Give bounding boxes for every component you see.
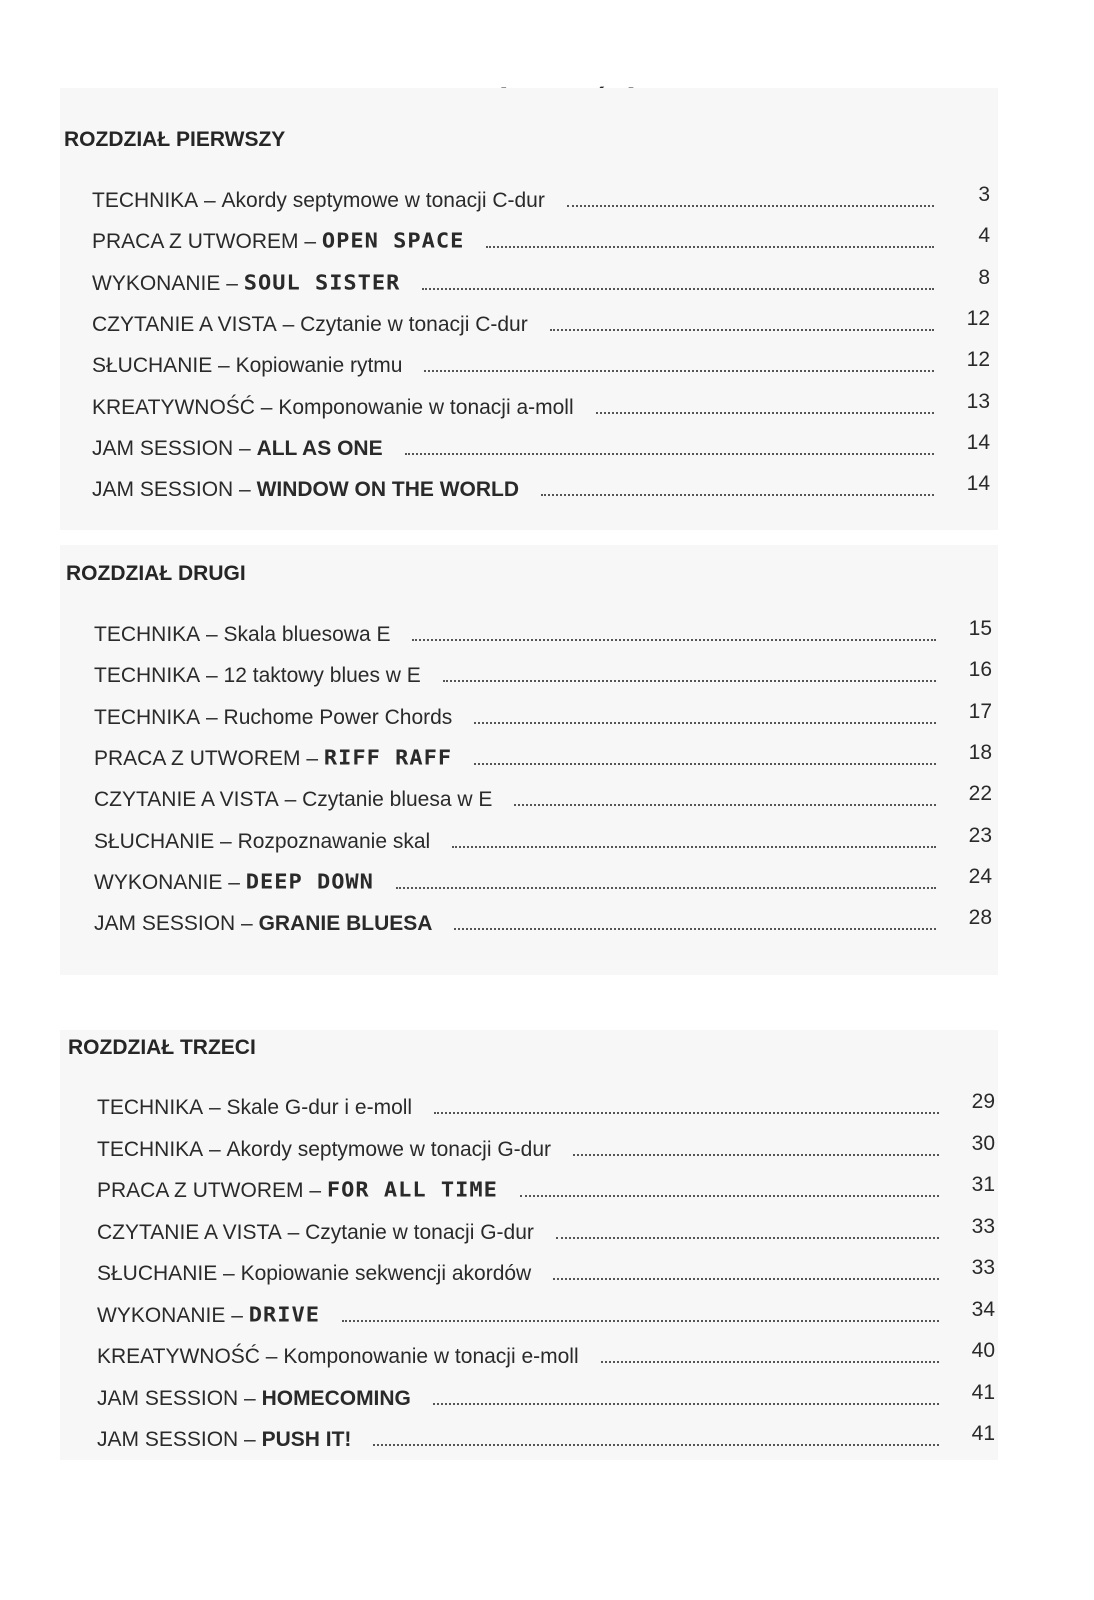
entry-title: GRANIE BLUESA (258, 912, 433, 936)
dot-leader (373, 1444, 939, 1446)
page-number: 30 (971, 1131, 995, 1155)
toc-entry[interactable] (92, 348, 990, 378)
page-number: 18 (968, 740, 992, 764)
page-number: 8 (978, 265, 990, 289)
entry-separator: – (203, 1096, 227, 1119)
dot-leader (433, 1403, 939, 1405)
entry-title: 12 taktowy blues w E (223, 664, 421, 688)
entry-section: WYKONANIE (92, 271, 221, 295)
toc-entry[interactable] (97, 1256, 995, 1286)
dot-leader (541, 494, 934, 496)
dot-leader (550, 329, 934, 331)
dot-leader (567, 205, 934, 207)
entry-title: Akordy septymowe w tonacji G-dur (226, 1137, 552, 1161)
dot-leader (520, 1195, 939, 1197)
entry-title: DEEP DOWN (245, 870, 374, 894)
toc-entry[interactable] (94, 741, 992, 771)
dot-leader (601, 1361, 939, 1363)
entry-section: TECHNIKA (94, 705, 201, 729)
entry-separator: – (276, 312, 301, 336)
entry-separator: – (298, 230, 322, 254)
toc-entry[interactable] (97, 1339, 995, 1369)
page-number: 28 (968, 906, 992, 930)
page-number: 15 (968, 617, 992, 640)
entry-title: Rozpoznawanie skal (237, 829, 431, 853)
entry-separator: – (259, 1345, 284, 1368)
entry-separator: – (238, 1428, 262, 1451)
toc-entry[interactable] (92, 472, 990, 502)
entry-separator: – (200, 705, 224, 729)
entry-section: WYKONANIE (97, 1303, 226, 1327)
page-number: 23 (968, 823, 992, 847)
dot-leader (514, 804, 936, 806)
entry-separator: – (254, 395, 279, 419)
entry-section: JAM SESSION (92, 478, 234, 502)
entry-title: Czytanie w tonacji G-dur (305, 1220, 534, 1244)
toc-entry[interactable] (94, 782, 992, 812)
dot-leader (596, 412, 934, 414)
entry-separator: – (238, 1386, 262, 1410)
entry-section: TECHNIKA (94, 623, 201, 646)
chapter-title: ROZDZIAŁ TRZECI (68, 1036, 256, 1059)
chapter-title: ROZDZIAŁ DRUGI (66, 562, 246, 585)
entry-section: JAM SESSION (97, 1428, 239, 1451)
entry-section: JAM SESSION (92, 436, 234, 460)
entry-separator: – (300, 746, 324, 770)
entry-separator: – (214, 829, 238, 853)
entry-separator: – (212, 354, 236, 378)
entry-section: TECHNIKA (97, 1096, 204, 1119)
entry-separator: – (225, 1303, 249, 1327)
dot-leader (452, 846, 936, 848)
chapter-title: ROZDZIAŁ PIERWSZY (64, 128, 286, 151)
entry-title: Komponowanie w tonacji a-moll (278, 395, 574, 419)
page-number: 4 (978, 224, 990, 248)
entry-title: FOR ALL TIME (326, 1179, 498, 1202)
toc-entry[interactable] (94, 700, 992, 730)
entry-section: CZYTANIE A VISTA (97, 1220, 282, 1244)
entry-section: TECHNIKA (94, 664, 201, 688)
page-number: 12 (966, 348, 990, 372)
page-number: 14 (966, 430, 990, 454)
page-number: 31 (971, 1173, 995, 1196)
entry-separator: – (303, 1179, 327, 1202)
toc-entry[interactable] (97, 1422, 995, 1452)
toc-entry[interactable] (97, 1215, 995, 1245)
toc-entry[interactable] (92, 390, 990, 420)
entry-section: JAM SESSION (94, 912, 236, 936)
entry-section: SŁUCHANIE (97, 1262, 218, 1285)
toc-entry[interactable] (92, 266, 990, 296)
page-number: 33 (971, 1256, 995, 1279)
page-number: 41 (971, 1422, 995, 1445)
entry-title: DRIVE (248, 1303, 320, 1327)
toc-entry[interactable] (94, 824, 992, 854)
page-number: 41 (971, 1380, 995, 1404)
page-number: 17 (968, 699, 992, 723)
page-number: 16 (968, 658, 992, 682)
dot-leader (573, 1154, 939, 1156)
entry-title: SOUL SISTER (243, 271, 401, 295)
toc-entry[interactable] (97, 1173, 995, 1203)
toc-entry[interactable] (92, 431, 990, 461)
entry-separator: – (235, 912, 259, 936)
page-number: 22 (968, 782, 992, 806)
entry-title: Kopiowanie rytmu (235, 354, 403, 378)
toc-entry[interactable] (94, 865, 992, 895)
entry-title: PUSH IT! (261, 1428, 352, 1451)
entry-section: JAM SESSION (97, 1386, 239, 1410)
dot-leader (443, 680, 936, 682)
entry-separator: – (233, 436, 257, 460)
entry-title: Skala bluesowa E (223, 623, 391, 646)
entry-section: PRACA Z UTWOREM (97, 1179, 304, 1202)
toc-entry[interactable] (97, 1381, 995, 1411)
entry-section: TECHNIKA (92, 189, 199, 212)
toc-entry[interactable] (97, 1298, 995, 1328)
dot-leader (342, 1320, 939, 1322)
toc-entry[interactable] (97, 1132, 995, 1162)
entry-separator: – (217, 1262, 241, 1285)
dot-leader (396, 887, 936, 889)
toc-entry[interactable] (97, 1090, 995, 1120)
page-number: 3 (978, 183, 990, 206)
entry-title: OPEN SPACE (321, 230, 465, 254)
entry-separator: – (278, 788, 303, 812)
entry-section: SŁUCHANIE (94, 829, 215, 853)
entry-separator: – (200, 664, 224, 688)
dot-leader (412, 639, 936, 641)
entry-section: PRACA Z UTWOREM (94, 746, 301, 770)
dot-leader (405, 453, 934, 455)
page-number: 40 (971, 1339, 995, 1362)
entry-separator: – (233, 478, 257, 502)
page-number: 34 (971, 1297, 995, 1321)
dot-leader (474, 763, 936, 765)
entry-separator: – (203, 1137, 227, 1161)
dot-leader (422, 288, 934, 290)
entry-title: Skale G-dur i e-moll (226, 1096, 413, 1119)
entry-title: RIFF RAFF (323, 746, 453, 770)
entry-separator: – (200, 623, 224, 646)
entry-section: KREATYWNOŚĆ (97, 1345, 260, 1368)
page-number: 33 (971, 1214, 995, 1238)
entry-title: Ruchome Power Chords (223, 705, 453, 729)
entry-title: WINDOW ON THE WORLD (256, 478, 520, 502)
entry-section: KREATYWNOŚĆ (92, 395, 255, 419)
toc-entry[interactable] (92, 307, 990, 337)
dot-leader (556, 1237, 939, 1239)
dot-leader (474, 722, 936, 724)
entry-separator: – (222, 870, 246, 894)
toc-entry[interactable] (92, 224, 990, 254)
entry-section: CZYTANIE A VISTA (94, 788, 279, 812)
page-number: 14 (966, 472, 990, 496)
entry-title: Czytanie bluesa w E (302, 788, 493, 812)
toc-entry[interactable] (94, 906, 992, 936)
entry-title: Komponowanie w tonacji e-moll (283, 1345, 579, 1368)
dot-leader (454, 928, 936, 930)
toc-entry[interactable] (94, 617, 992, 647)
entry-section: SŁUCHANIE (92, 354, 213, 378)
dot-leader (424, 370, 934, 372)
toc-entry[interactable] (94, 658, 992, 688)
entry-title: ALL AS ONE (256, 436, 383, 460)
entry-separator: – (220, 271, 244, 295)
entry-section: TECHNIKA (97, 1137, 204, 1161)
page-number: 12 (966, 306, 990, 330)
page-number: 29 (971, 1090, 995, 1113)
entry-separator: – (281, 1220, 306, 1244)
entry-section: PRACA Z UTWOREM (92, 230, 299, 254)
dot-leader (434, 1112, 939, 1114)
entry-title: HOMECOMING (261, 1386, 411, 1410)
entry-title: Akordy septymowe w tonacji C-dur (221, 189, 545, 212)
entry-title: Kopiowanie sekwencji akordów (240, 1262, 532, 1285)
dot-leader (553, 1278, 939, 1280)
entry-separator: – (198, 189, 222, 212)
entry-section: CZYTANIE A VISTA (92, 312, 277, 336)
dot-leader (486, 246, 934, 248)
entry-section: WYKONANIE (94, 870, 223, 894)
page-number: 13 (966, 389, 990, 413)
entry-title: Czytanie w tonacji C-dur (300, 312, 528, 336)
page-number: 24 (968, 864, 992, 888)
toc-entry[interactable] (92, 183, 990, 213)
